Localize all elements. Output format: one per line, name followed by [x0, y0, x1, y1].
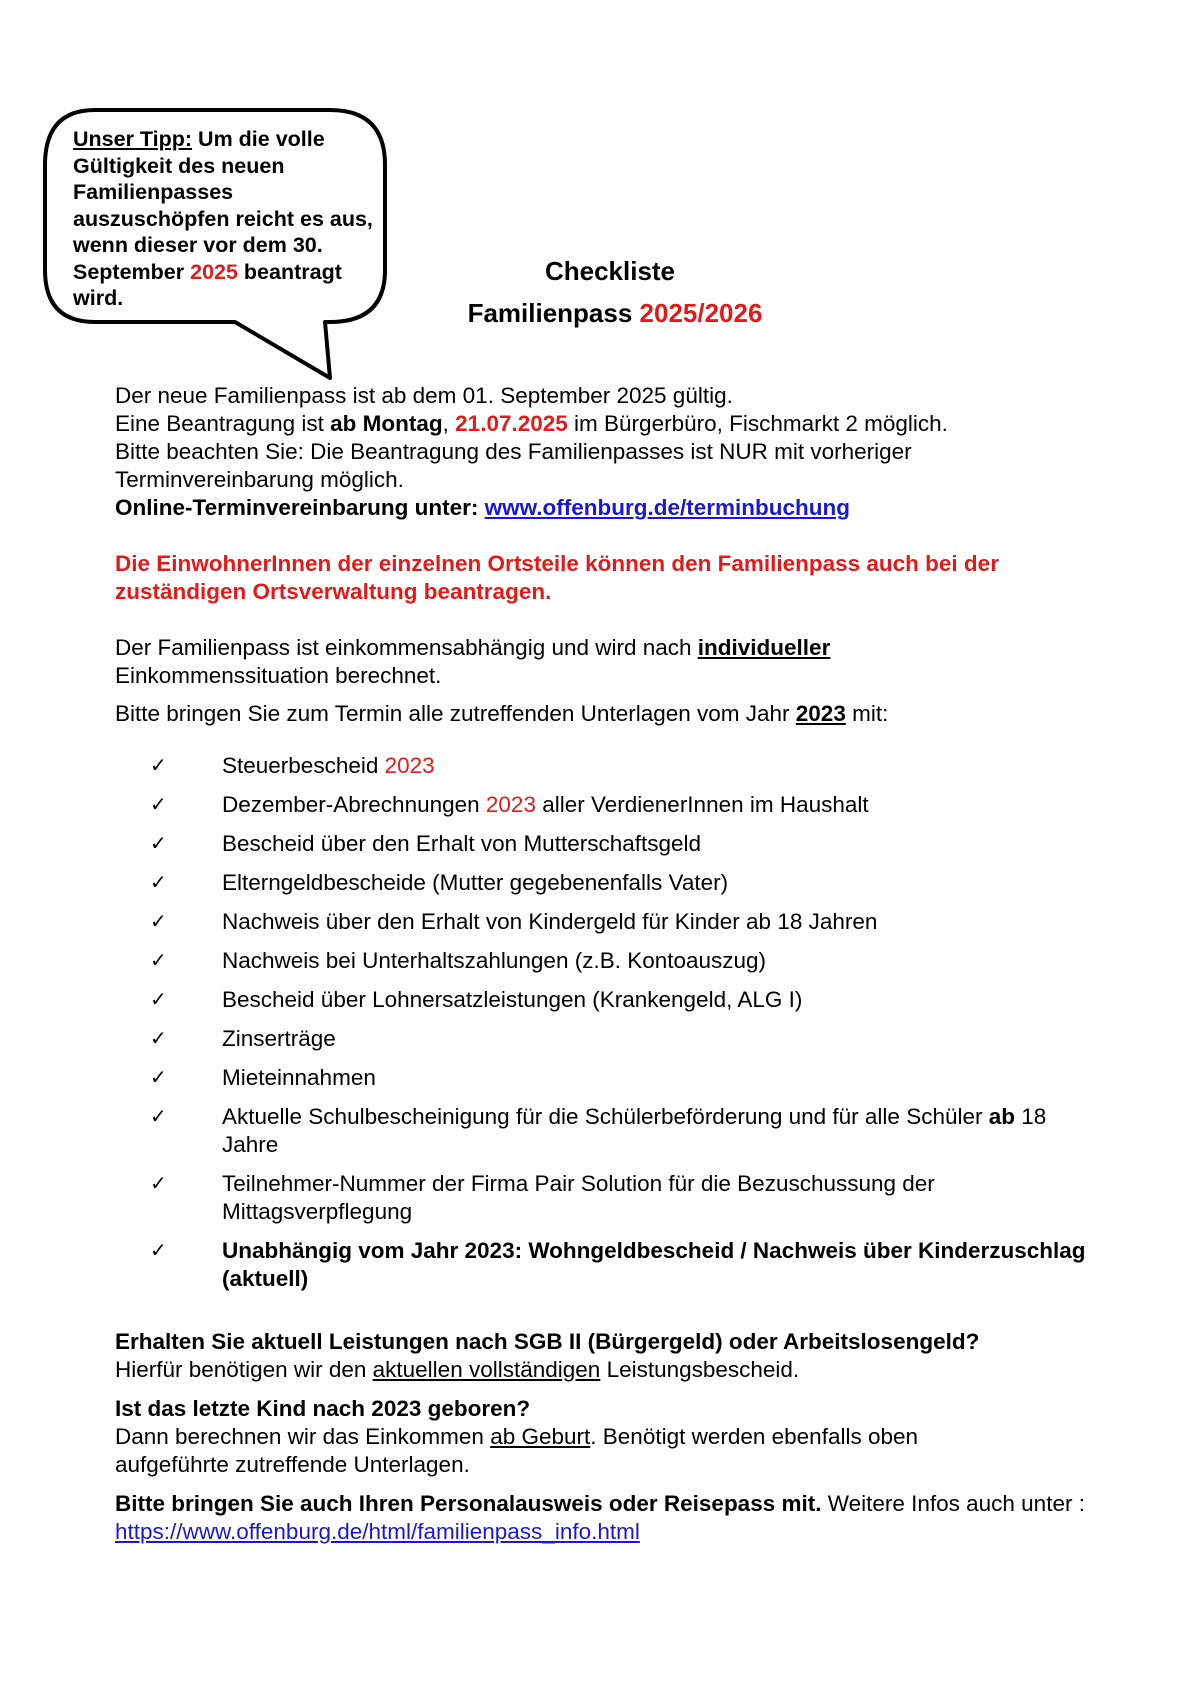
child-question: Ist das letzte Kind nach 2023 geboren?	[115, 1396, 531, 1421]
tip-label: Unser Tipp:	[73, 127, 193, 151]
apply-date: 21.07.2025	[455, 411, 568, 436]
income-suffix: Einkommenssituation berechnet.	[115, 663, 442, 688]
bring-suffix: mit:	[845, 701, 889, 726]
bring-documents-text	[115, 700, 1115, 728]
document-checklist	[150, 752, 1100, 1304]
intro-section	[115, 382, 1115, 522]
online-booking	[115, 494, 1115, 522]
closing-bold: Bitte bringen Sie auch Ihren Personalausweis oder Reisepass mit.	[115, 1491, 822, 1516]
checklist-item	[150, 908, 1100, 936]
bring-year: 2023	[795, 701, 846, 726]
item-bold-all: Unabhängig vom Jahr 2023: Wohngeldbescheid / Nachweis über Kinderzuschlag (aktuell)	[222, 1238, 1086, 1291]
check-icon: ✓	[150, 872, 167, 894]
child-section	[115, 1395, 1015, 1479]
check-icon: ✓	[150, 1106, 167, 1128]
item-bold: ab	[988, 1104, 1016, 1129]
checklist-item	[150, 869, 1100, 897]
check-icon: ✓	[150, 755, 167, 777]
checklist-item-text	[222, 869, 1100, 897]
item-red: 2023	[384, 753, 435, 778]
child-prefix: Dann berechnen wir das Einkommen	[115, 1424, 491, 1449]
page-title: Checkliste	[544, 256, 676, 286]
checklist-item	[150, 1064, 1100, 1092]
checklist-item	[150, 1170, 1100, 1226]
checklist-item-text	[222, 1064, 1100, 1092]
sgb-answer	[115, 1356, 1115, 1384]
checklist-item	[150, 791, 1100, 819]
ortsteile-notice: Die EinwohnerInnen der einzelnen Ortsteile können den Familienpass auch bei der zuständigen Ortsverwaltung beantragen.	[115, 551, 999, 604]
checklist-item-text	[222, 908, 1100, 936]
info-link[interactable]: https://www.offenburg.de/html/familienpass_info.html	[115, 1519, 640, 1544]
sgb-emphasis: aktuellen vollständigen	[372, 1357, 601, 1382]
apply-suffix: im Bürgerbüro, Fischmarkt 2 möglich.	[567, 411, 948, 436]
checklist-item	[150, 1103, 1100, 1159]
item-text: Mieteinnahmen	[222, 1065, 376, 1090]
checklist-item	[150, 1237, 1100, 1293]
income-emphasis: individueller	[697, 635, 831, 660]
sgb-question: Erhalten Sie aktuell Leistungen nach SGB II (Bürgergeld) oder Arbeitslosengeld?	[115, 1329, 980, 1354]
item-text: Bescheid über Lohnersatzleistungen (Krankengeld, ALG I)	[222, 987, 803, 1012]
item-after: aller VerdienerInnen im Haushalt	[535, 792, 869, 817]
apply-comma: ,	[442, 411, 456, 436]
item-text: Elterngeldbescheide (Mutter gegebenenfalls Vater)	[222, 870, 729, 895]
checklist-item-text	[222, 1170, 1100, 1226]
tip-text: Um die volle Gültigkeit des neuen Familienpasses auszuschöpfen reicht es aus, wenn dieser vor dem 30. September	[73, 127, 373, 284]
tip-text-end: beantragt wird.	[73, 259, 342, 310]
valid-from-text: Der neue Familienpass ist ab dem 01. September 2025 gültig.	[115, 383, 733, 408]
check-icon: ✓	[150, 833, 167, 855]
checklist-item	[150, 947, 1100, 975]
checklist-item-text	[222, 1237, 1100, 1293]
income-text	[115, 634, 915, 690]
subtitle-year: 2025/2026	[639, 298, 763, 328]
check-icon: ✓	[150, 950, 167, 972]
checklist-item-text	[222, 947, 1100, 975]
subtitle-text: Familienpass	[467, 298, 640, 328]
check-icon: ✓	[150, 794, 167, 816]
apply-prefix: Eine Beantragung ist	[115, 411, 331, 436]
check-icon: ✓	[150, 1173, 167, 1195]
item-text: Teilnehmer-Nummer der Firma Pair Solution für die Bezuschussung der Mittagsverpflegung	[222, 1171, 935, 1224]
appointment-note: Bitte beachten Sie: Die Beantragung des Familienpasses ist NUR mit vorheriger Terminvereinbarung möglich.	[115, 439, 912, 492]
child-answer	[115, 1423, 1015, 1479]
checklist-item	[150, 1025, 1100, 1053]
checklist-item	[150, 830, 1100, 858]
check-icon: ✓	[150, 1240, 167, 1262]
item-text: Aktuelle Schulbescheinigung für die Schülerbeförderung und für alle Schüler	[222, 1104, 989, 1129]
online-label: Online-Terminvereinbarung unter:	[115, 495, 485, 520]
checklist-item-text	[222, 986, 1100, 1014]
item-red: 2023	[485, 792, 536, 817]
tip-year: 2025	[190, 259, 238, 284]
sgb-section	[115, 1328, 1115, 1384]
income-prefix: Der Familienpass ist einkommensabhängig und wird nach	[115, 635, 698, 660]
checklist-item-text	[222, 830, 1100, 858]
item-text: Nachweis über den Erhalt von Kindergeld für Kinder ab 18 Jahren	[222, 909, 878, 934]
checklist-item	[150, 986, 1100, 1014]
item-text: Bescheid über den Erhalt von Mutterschaftsgeld	[222, 831, 702, 856]
child-suffix: . Benötigt werden ebenfalls oben aufgeführte zutreffende Unterlagen.	[115, 1424, 919, 1477]
item-text: Zinserträge	[222, 1026, 336, 1051]
check-icon: ✓	[150, 989, 167, 1011]
apply-text	[115, 410, 1115, 438]
checklist-item-text	[222, 1025, 1100, 1053]
item-text: Nachweis bei Unterhaltszahlungen (z.B. Kontoauszug)	[222, 948, 767, 973]
item-text: Dezember-Abrechnungen	[222, 792, 486, 817]
checklist-item-text	[222, 1103, 1100, 1159]
closing-section	[115, 1490, 1115, 1546]
sgb-prefix: Hierfür benötigen wir den	[115, 1357, 373, 1382]
bring-prefix: Bitte bringen Sie zum Termin alle zutreffenden Unterlagen vom Jahr	[115, 701, 796, 726]
check-icon: ✓	[150, 911, 167, 933]
checklist-item-text	[222, 752, 1100, 780]
check-icon: ✓	[150, 1067, 167, 1089]
checklist-item-text	[222, 791, 1100, 819]
check-icon: ✓	[150, 1028, 167, 1050]
sgb-suffix: Leistungsbescheid.	[600, 1357, 800, 1382]
page-subtitle	[0, 298, 1190, 329]
apply-day: ab Montag	[330, 411, 443, 436]
item-after: 18 Jahre	[222, 1104, 1047, 1157]
child-emphasis: ab Geburt	[490, 1424, 591, 1449]
item-text: Steuerbescheid	[222, 753, 385, 778]
checklist-item	[150, 752, 1100, 780]
booking-link[interactable]: www.offenburg.de/terminbuchung	[484, 495, 851, 520]
closing-text: Weitere Infos auch unter :	[821, 1491, 1085, 1516]
